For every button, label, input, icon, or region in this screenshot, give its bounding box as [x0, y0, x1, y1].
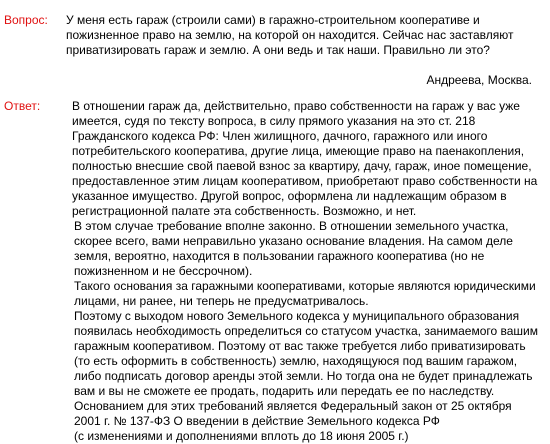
answer-block	[4, 99, 544, 444]
question-label: Вопрос:	[4, 13, 48, 27]
answer-line: предоставленное этим лицам кооперативом, приобретают право собственности на	[72, 174, 538, 188]
answer-line: пожизненном и не бессрочном).	[74, 264, 253, 278]
answer-line: лицами, ни ранее, ни теперь не предусматривалось.	[74, 294, 369, 308]
answer-row	[4, 99, 544, 219]
answer-line: полностью внесшие свой паевой взнос за квартиру, дачу, гараж, иное помещение,	[72, 159, 532, 173]
question-line: У меня есть гараж (строили сами) в гаражно-строительном кооперативе и	[66, 13, 480, 27]
answer-line: гаражным кооперативом. Поэтому от вас также требуется либо приватизировать	[74, 339, 526, 353]
question-text	[66, 13, 544, 58]
answer-line: Поэтому с выходом нового Земельного кодекса у муниципального образования	[74, 309, 520, 323]
answer-line: В отношении гараж да, действительно, право собственности на гараж у вас уже	[72, 99, 520, 113]
question-row	[4, 13, 544, 58]
answer-line: указанное имущество. Другой вопрос, оформлена ли надлежащим образом в	[72, 189, 507, 203]
answer-line: появилась необходимость определиться со статусом участка, занимаемого вашим	[74, 324, 538, 338]
answer-line: земля, вероятно, находится в пользовании гаражного кооператива (но не	[74, 249, 485, 263]
question-line: приватизировать гараж и землю. А они ведь и так наши. Правильно ли это?	[66, 43, 490, 57]
answer-line: Основанием для этих требований является Федеральный закон от 25 октября	[74, 399, 512, 413]
answer-line: Такого основания за гаражными кооперативами, которые являются юридическими	[74, 279, 536, 293]
answer-line: регистрационной палате эта собственность. Возможно, и нет.	[72, 204, 417, 218]
answer-line: 2001 г. № 137-ФЗ О введении в действие Земельного кодекса РФ	[74, 414, 440, 428]
question-author: Андреева, Москва.	[426, 73, 532, 87]
answer-line: потребительского кооператива, другие лица, имеющие право на паенакопления,	[72, 144, 525, 158]
answer-line: либо подписать договор аренды этой земли. Но тогда она не будет принадлежать	[74, 369, 533, 383]
answer-line: скорее всего, вами неправильно указано основание владения. На самом деле	[74, 234, 513, 248]
answer-line: Гражданского кодекса РФ: Член жилищного, дачного, гаражного или иного	[72, 129, 488, 143]
answer-label: Ответ:	[4, 99, 41, 113]
question-block	[4, 13, 544, 88]
answer-line: (с изменениями и дополнениями вплоть до 18 июня 2005 г.)	[74, 429, 409, 443]
answer-line: (то есть оформить в собственность) землю, находящуюся под вашим гаражом,	[74, 354, 518, 368]
answer-line: имеется, судя по тексту вопроса, в силу прямого указания на это ст. 218	[72, 114, 476, 128]
answer-continuation	[74, 219, 544, 444]
answer-line: В этом случае требование вполне законно. В отношении земельного участка,	[74, 219, 509, 233]
answer-line: вам и вы не сможете ее продать, подарить или передать ее по наследству.	[74, 384, 495, 398]
question-line: пожизненное право на землю, на которой он находится. Сейчас нас заставляют	[66, 28, 514, 42]
answer-first-paragraph	[72, 99, 544, 219]
